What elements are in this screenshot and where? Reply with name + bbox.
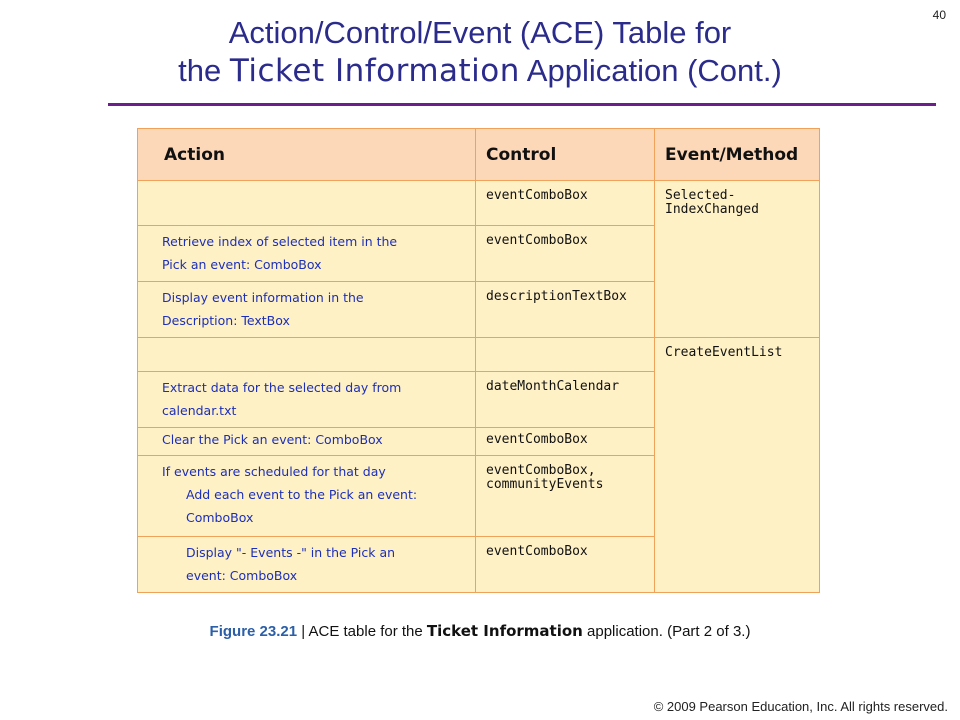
control-cell: dateMonthCalendar bbox=[476, 372, 655, 428]
title-app-name: Ticket Information bbox=[229, 53, 520, 89]
page-number: 40 bbox=[932, 8, 946, 22]
action-cell: Retrieve index of selected item in the Pick an event: ComboBox bbox=[138, 226, 476, 282]
control-cell: eventComboBox bbox=[476, 226, 655, 282]
action-cell: Extract data for the selected day from calendar.txt bbox=[138, 372, 476, 428]
header-action: Action bbox=[138, 129, 476, 181]
caption-suffix: application. (Part 2 of 3.) bbox=[582, 623, 751, 640]
control-cell: descriptionTextBox bbox=[476, 282, 655, 338]
table-row bbox=[138, 181, 820, 226]
action-cell: If events are scheduled for that day Add each event to the Pick an event: ComboBox bbox=[138, 456, 476, 537]
header-control: Control bbox=[476, 129, 655, 181]
action-cell: Clear the Pick an event: ComboBox bbox=[138, 428, 476, 456]
header-row bbox=[138, 129, 820, 181]
figure-caption bbox=[0, 622, 960, 640]
title-divider bbox=[108, 103, 936, 106]
action-cell bbox=[138, 181, 476, 226]
title-line-2-post: Application (Cont.) bbox=[519, 53, 782, 88]
copyright: © 2009 Pearson Education, Inc. All rights reserved. bbox=[653, 699, 948, 714]
caption-app-name: Ticket Information bbox=[426, 622, 583, 640]
control-cell: eventComboBox bbox=[476, 181, 655, 226]
title-line-2 bbox=[0, 52, 960, 90]
title-line-1: Action/Control/Event (ACE) Table for bbox=[228, 15, 732, 50]
control-cell: eventComboBox bbox=[476, 537, 655, 593]
figure-number: Figure 23.21 bbox=[209, 623, 298, 640]
control-cell bbox=[476, 338, 655, 372]
event-cell-selected-index-changed: Selected- IndexChanged bbox=[655, 181, 820, 338]
action-cell: Display event information in the Description: TextBox bbox=[138, 282, 476, 338]
control-cell: eventComboBox bbox=[476, 428, 655, 456]
table-row bbox=[138, 338, 820, 372]
header-event-method: Event/Method bbox=[655, 129, 820, 181]
action-cell: Display "- Events -" in the Pick an event: ComboBox bbox=[138, 537, 476, 593]
event-cell-create-event-list: CreateEventList bbox=[655, 338, 820, 593]
caption-separator: | ACE table for the bbox=[297, 623, 427, 640]
action-cell bbox=[138, 338, 476, 372]
control-cell: eventComboBox, communityEvents bbox=[476, 456, 655, 537]
slide-title bbox=[0, 14, 960, 90]
title-line-2-pre: the bbox=[178, 53, 230, 88]
ace-table bbox=[137, 128, 820, 593]
